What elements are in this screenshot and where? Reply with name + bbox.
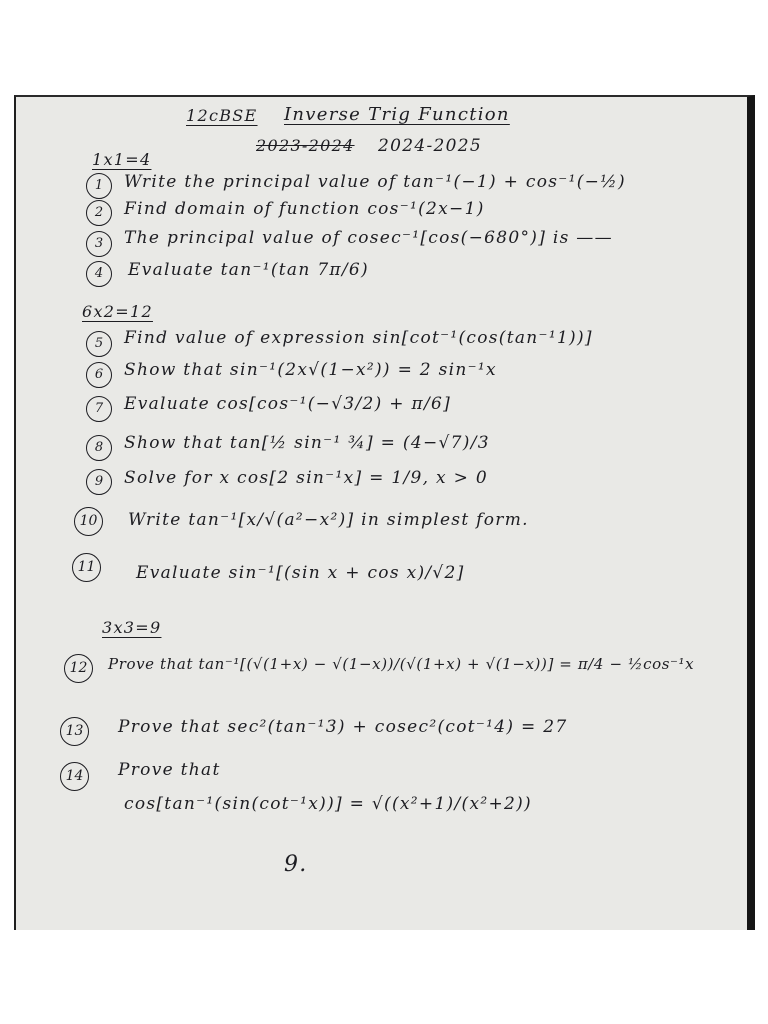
- question-number: 3: [86, 231, 112, 257]
- question-number: 11: [72, 553, 101, 582]
- question-text: Write tan⁻¹[x/√(a²−x²)] in simplest form.: [128, 510, 529, 530]
- question-number: 10: [74, 507, 103, 536]
- question-text: Prove that: [118, 760, 221, 780]
- question-number: 12: [64, 654, 93, 683]
- question-number: 2: [86, 200, 112, 226]
- question-number: 9: [86, 469, 112, 495]
- question-text: cos[tan⁻¹(sin(cot⁻¹x))] = √((x²+1)/(x²+2)): [124, 794, 532, 814]
- question-number: 7: [86, 396, 112, 422]
- page-title: Inverse Trig Function: [284, 104, 510, 125]
- question-text: Write the principal value of tan⁻¹(−1) + cos⁻¹(−½): [124, 172, 626, 192]
- section-a-marks: 1x1=4: [92, 150, 152, 169]
- question-number: 8: [86, 435, 112, 461]
- question-text: Solve for x cos[2 sin⁻¹x] = 1/9, x > 0: [124, 468, 488, 488]
- course-code: 12cBSE: [186, 106, 258, 125]
- question-number: 13: [60, 717, 89, 746]
- question-number: 1: [86, 173, 112, 199]
- question-text: Prove that tan⁻¹[(√(1+x) − √(1−x))/(√(1+x) + √(1−x))] = π/4 − ½cos⁻¹x: [108, 655, 695, 673]
- question-text: Evaluate tan⁻¹(tan 7π/6): [128, 260, 369, 280]
- section-c-marks: 3x3=9: [102, 618, 162, 637]
- question-number: 14: [60, 762, 89, 791]
- question-text: Show that sin⁻¹(2x√(1−x²)) = 2 sin⁻¹x: [124, 360, 497, 380]
- section-b-marks: 6x2=12: [82, 302, 153, 321]
- question-text: Show that tan[½ sin⁻¹ ¾] = (4−√7)/3: [124, 433, 490, 453]
- question-text: Find value of expression sin[cot⁻¹(cos(tan⁻¹1))]: [124, 328, 593, 348]
- question-number: 6: [86, 362, 112, 388]
- question-text: Evaluate sin⁻¹[(sin x + cos x)/√2]: [136, 563, 465, 583]
- session: 2024-2025: [378, 136, 482, 156]
- question-text: The principal value of cosec⁻¹[cos(−680°)] is ——: [124, 228, 613, 248]
- total-marks: 9.: [284, 852, 308, 877]
- question-number: 5: [86, 331, 112, 357]
- question-number: 4: [86, 261, 112, 287]
- old-session: 2023-2024: [256, 136, 355, 155]
- question-text: Find domain of function cos⁻¹(2x−1): [124, 199, 485, 219]
- question-text: Evaluate cos[cos⁻¹(−√3/2) + π/6]: [124, 394, 452, 414]
- question-text: Prove that sec²(tan⁻¹3) + cosec²(cot⁻¹4) = 27: [118, 717, 568, 737]
